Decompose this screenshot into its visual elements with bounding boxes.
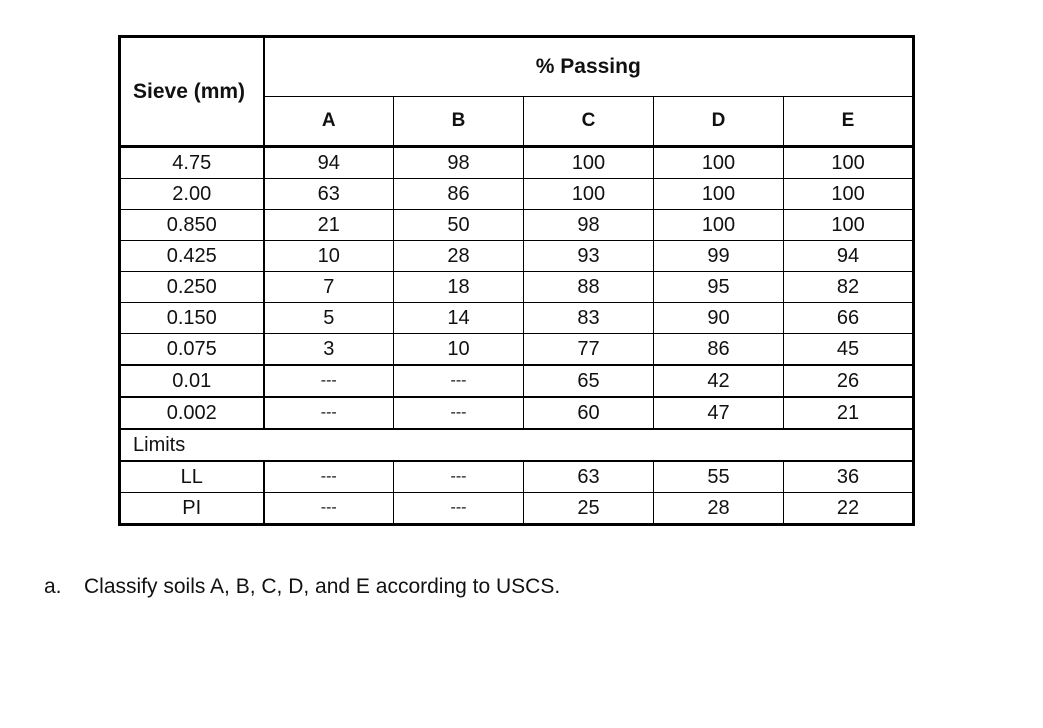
table-cell: 5 [264,303,394,334]
sieve-size: 4.75 [120,147,264,179]
table-cell: 25 [524,493,654,525]
sieve-size: 2.00 [120,179,264,210]
table-cell: 65 [524,365,654,397]
table-cell: 100 [654,210,784,241]
table-cell: 98 [394,147,524,179]
table-cell: 82 [784,272,914,303]
table-cell: --- [394,397,524,429]
limits-row [120,429,914,461]
table-cell: --- [394,493,524,525]
table-row [120,179,914,210]
table-cell: 28 [654,493,784,525]
table-cell: 94 [784,241,914,272]
table-cell: 47 [654,397,784,429]
table-cell: 28 [394,241,524,272]
question-item [44,575,560,599]
table-cell: 10 [264,241,394,272]
table-cell: 100 [784,179,914,210]
table-cell: 100 [654,179,784,210]
sieve-column-header: Sieve (mm) [120,37,264,147]
soil-header-d: D [654,97,784,147]
table-cell: 100 [784,147,914,179]
table-cell: 42 [654,365,784,397]
table-row [120,397,914,429]
table-cell: 21 [784,397,914,429]
table-row [120,461,914,493]
table-cell: 10 [394,334,524,366]
table-cell: 63 [264,179,394,210]
soil-header-c: C [524,97,654,147]
table-cell: 26 [784,365,914,397]
table-cell: --- [264,493,394,525]
table-cell: 98 [524,210,654,241]
sieve-size: 0.075 [120,334,264,366]
table-cell: 93 [524,241,654,272]
table-row [120,210,914,241]
question-text: Classify soils A, B, C, D, and E according to USCS. [84,575,561,598]
table-row [120,334,914,366]
table-cell: 21 [264,210,394,241]
table-cell: 95 [654,272,784,303]
table-row [120,493,914,525]
sieve-size: 0.850 [120,210,264,241]
table-row [120,147,914,179]
table-cell: 22 [784,493,914,525]
sieve-size: 0.01 [120,365,264,397]
soil-header-b: B [394,97,524,147]
table-cell: 83 [524,303,654,334]
percent-passing-header: % Passing [264,37,914,97]
limits-label: Limits [120,429,914,461]
soil-header-a: A [264,97,394,147]
table-cell: 100 [654,147,784,179]
table-cell: 100 [524,147,654,179]
table-cell: 100 [784,210,914,241]
table-cell: 3 [264,334,394,366]
table-row [120,241,914,272]
soil-header-e: E [784,97,914,147]
table-cell: --- [264,461,394,493]
table-row [120,365,914,397]
table-cell: --- [264,397,394,429]
table-cell: 14 [394,303,524,334]
table-row [120,303,914,334]
sieve-size: 0.002 [120,397,264,429]
table-cell: 86 [394,179,524,210]
table-cell: --- [264,365,394,397]
limit-label: PI [120,493,264,525]
table-cell: --- [394,365,524,397]
table-cell: 88 [524,272,654,303]
sieve-analysis-table [118,35,915,526]
sieve-size: 0.425 [120,241,264,272]
table-cell: 45 [784,334,914,366]
table-cell: 36 [784,461,914,493]
table-cell: 99 [654,241,784,272]
table-cell: --- [394,461,524,493]
question-marker: a. [44,575,62,598]
table-cell: 63 [524,461,654,493]
table-cell: 60 [524,397,654,429]
limit-label: LL [120,461,264,493]
table-row [120,272,914,303]
table-cell: 77 [524,334,654,366]
sieve-size: 0.150 [120,303,264,334]
table-cell: 7 [264,272,394,303]
table-cell: 86 [654,334,784,366]
table-cell: 18 [394,272,524,303]
table-cell: 90 [654,303,784,334]
table-cell: 55 [654,461,784,493]
sieve-size: 0.250 [120,272,264,303]
table-cell: 94 [264,147,394,179]
table-cell: 50 [394,210,524,241]
table-cell: 100 [524,179,654,210]
table-cell: 66 [784,303,914,334]
